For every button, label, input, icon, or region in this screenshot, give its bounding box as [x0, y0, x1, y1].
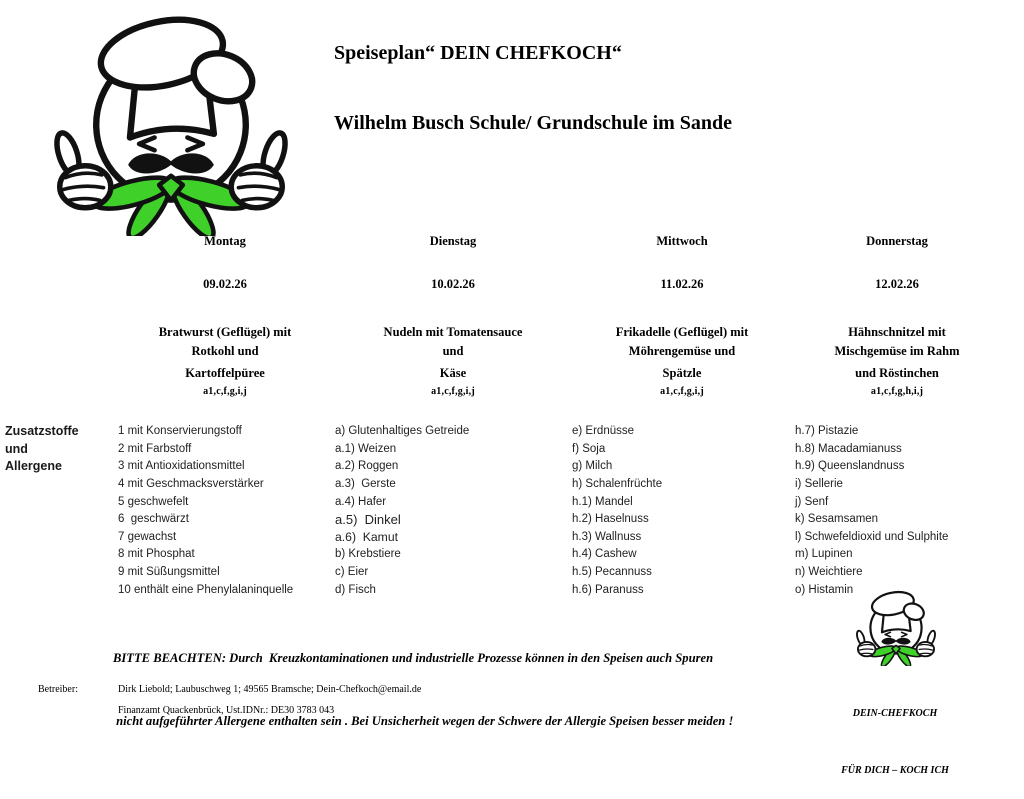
day-column-donnerstag	[782, 0, 1012, 410]
additive-item: a.4) Hafer	[335, 495, 387, 508]
additive-item: c) Eier	[335, 566, 369, 579]
allergy-notice-line: BITTE BEACHTEN: Durch Kreuzkontaminationen und industrielle Prozesse können in den Speisen auch Spuren	[113, 651, 714, 665]
meal-line: und	[442, 344, 464, 358]
additive-item: b) Krebstiere	[335, 548, 401, 561]
day-date: 10.02.26	[431, 277, 475, 291]
additives-column-1	[118, 423, 293, 599]
additive-item: e) Erdnüsse	[572, 425, 635, 437]
additives-label-line: und	[5, 441, 28, 456]
additives-label-line: Zusatzstoffe	[5, 424, 79, 438]
additive-item: 3 mit Antioxidationsmittel	[118, 460, 245, 473]
additive-item: n) Weichtiere	[795, 566, 863, 579]
meal-line: Hähnschnitzel mit	[848, 325, 946, 339]
day-header: Montag	[204, 234, 246, 248]
day-date: 11.02.26	[660, 277, 704, 291]
brand-name: DEIN-CHEFKOCH	[852, 708, 938, 719]
additive-item: 1 mit Konservierungstoff	[118, 425, 242, 437]
meal-title	[338, 323, 568, 361]
additive-item: d) Fisch	[335, 583, 376, 596]
additive-item: j) Senf	[795, 495, 829, 508]
additive-item: h.4) Cashew	[572, 548, 637, 561]
day-header: Donnerstag	[866, 234, 928, 248]
meal-side: und Röstinchen	[855, 366, 939, 380]
additive-item: a.2) Roggen	[335, 460, 399, 473]
additive-item: a.6) Kamut	[335, 529, 398, 544]
additive-item: 2 mit Farbstoff	[118, 442, 192, 455]
meal-line: Bratwurst (Geflügel) mit	[158, 325, 292, 339]
school-subtitle: Wilhelm Busch Schule/ Grundschule im Sande	[334, 112, 733, 134]
additive-item: 8 mit Phosphat	[118, 548, 195, 561]
meal-line: Nudeln mit Tomatensauce	[383, 325, 523, 339]
allergy-notice-line: nicht aufgeführter Allergene enthalten sein . Bei Unsicherheit wegen der Schwere der Allergie Speisen besser meiden !	[113, 714, 734, 728]
day-header: Dienstag	[429, 234, 477, 248]
additives-allergens-label	[5, 423, 110, 476]
additive-item: a) Glutenhaltiges Getreide	[335, 425, 470, 437]
meal-line: Rotkohl und	[191, 344, 259, 358]
additive-item: h.7) Pistazie	[795, 425, 859, 437]
additive-item: o) Histamin	[795, 583, 854, 596]
additive-item: i) Sellerie	[795, 477, 843, 490]
additive-item: h.5) Pecannuss	[572, 566, 652, 579]
additive-item: h.8) Macadamianuss	[795, 442, 902, 455]
additive-item: 7 gewachst	[118, 530, 177, 543]
allergen-codes: a1,c,f,g,i,j	[431, 386, 475, 397]
additive-item: 4 mit Geschmacksverstärker	[118, 477, 264, 490]
additive-item: h.3) Wallnuss	[572, 530, 642, 543]
operator-label: Betreiber:	[38, 684, 78, 695]
meal-title	[110, 323, 340, 361]
additives-label-line: Allergene	[5, 459, 62, 474]
day-column-dienstag	[338, 0, 568, 410]
meal-title	[782, 323, 1012, 361]
additive-item: h.1) Mandel	[572, 495, 633, 508]
meal-line: Frikadelle (Geflügel) mit	[615, 325, 749, 339]
brand-caption	[810, 666, 980, 799]
allergen-codes: a1,c,f,g,i,j	[660, 386, 704, 397]
additive-item: f) Soja	[572, 442, 606, 455]
page-title: Speiseplan“ DEIN CHEFKOCH“	[334, 42, 622, 64]
additive-item: h.6) Paranuss	[572, 583, 644, 596]
additive-item: h.9) Queenslandnuss	[795, 460, 905, 473]
operator-info: Dirk Liebold; Laubuschweg 1; 49565 Bramsche; Dein-Chefkoch@email.de	[118, 684, 422, 695]
additive-item: a.3) Gerste	[335, 477, 396, 490]
day-header: Mittwoch	[656, 234, 708, 248]
allergen-codes: a1,c,f,g,i,j	[203, 386, 247, 397]
additive-item: l) Schwefeldioxid und Sulphite	[795, 530, 949, 543]
additives-column-4	[795, 423, 948, 599]
day-column-montag	[110, 0, 340, 410]
day-date: 12.02.26	[875, 277, 919, 291]
meal-side: Spätzle	[662, 366, 702, 380]
allergen-codes: a1,c,f,g,h,i,j	[870, 386, 924, 397]
additives-column-3	[572, 423, 662, 599]
additive-item: 6 geschwärzt	[118, 513, 189, 526]
additive-item: 10 enthält eine Phenylalaninquelle	[118, 583, 294, 596]
additives-column-2	[335, 423, 469, 599]
brand-slogan: FÜR DICH – KOCH ICH	[841, 765, 949, 776]
meal-line: Mischgemüse im Rahm	[834, 344, 960, 358]
additive-item: 9 mit Süßungsmittel	[118, 566, 220, 579]
chef-logo-small	[852, 588, 940, 666]
additive-item: k) Sesamsamen	[795, 513, 879, 526]
meal-side: Kartoffelpüree	[185, 366, 265, 380]
allergy-notice	[113, 606, 733, 753]
additive-item: 5 geschwefelt	[118, 495, 189, 508]
day-column-mittwoch	[567, 0, 797, 410]
additive-item: m) Lupinen	[795, 548, 853, 561]
additive-item: a.5) Dinkel	[335, 512, 401, 528]
day-date: 09.02.26	[203, 277, 247, 291]
meal-line: Möhrengemüse und	[628, 344, 736, 358]
additive-item: g) Milch	[572, 460, 613, 473]
additive-item: h) Schalenfrüchte	[572, 477, 663, 490]
tax-info: Finanzamt Quackenbrück, Ust.IDNr.: DE30 3783 043	[118, 705, 335, 716]
additive-item: a.1) Weizen	[335, 442, 397, 455]
meal-title	[567, 323, 797, 361]
additive-item: h.2) Haselnuss	[572, 513, 649, 526]
meal-side: Käse	[439, 366, 467, 380]
